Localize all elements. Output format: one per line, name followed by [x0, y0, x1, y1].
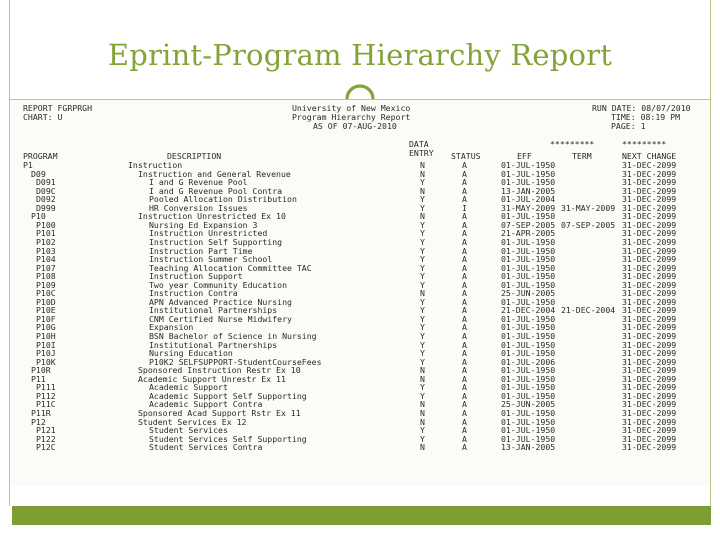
status: I — [462, 202, 467, 213]
program-description: Student Services — [149, 425, 228, 436]
eff-date: 31-MAY-2009 — [501, 202, 556, 213]
status: A — [462, 279, 467, 290]
table-row — [10, 170, 710, 179]
status: A — [462, 356, 467, 367]
program-code: P1 — [23, 160, 33, 170]
program-description: Two year Community Education — [149, 279, 288, 290]
data-entry: Y — [420, 425, 425, 436]
eff-date: 13-JAN-2005 — [501, 442, 556, 453]
eff-date: 01-JUL-1950 — [501, 322, 556, 333]
program-code: P111 — [36, 382, 56, 393]
data-entry: Y — [420, 313, 425, 324]
program-description: Institutional Partnerships — [149, 305, 278, 316]
next-change-date: 31-DEC-2099 — [622, 348, 677, 359]
status: A — [462, 185, 467, 196]
report-run-date: RUN DATE: 08/07/2010 — [592, 103, 691, 113]
data-entry: Y — [420, 271, 425, 282]
status: A — [462, 382, 467, 393]
data-entry: N — [420, 373, 425, 384]
next-change-date: 31-DEC-2099 — [622, 296, 677, 307]
status: A — [462, 245, 467, 256]
program-description: Instruction Self Supporting — [149, 236, 283, 247]
status: A — [462, 322, 467, 333]
next-change-date: 31-DEC-2099 — [622, 407, 677, 418]
eff-date: 01-JUL-1950 — [501, 262, 556, 273]
program-description: CNM Certified Nurse Midwifery — [149, 313, 292, 324]
data-entry: Y — [420, 279, 425, 290]
table-row — [10, 161, 710, 170]
status: A — [462, 416, 467, 427]
eff-date: 01-JUL-1950 — [501, 296, 556, 307]
program-code: P12 — [31, 416, 46, 427]
report-name: Program Hierarchy Report — [292, 112, 411, 122]
data-entry: Y — [420, 339, 425, 350]
program-description: Instruction Part Time — [149, 245, 253, 256]
data-entry: N — [420, 416, 425, 427]
report-chart: CHART: U — [23, 112, 63, 122]
status: A — [462, 433, 467, 444]
eff-date: 01-JUL-1950 — [501, 382, 556, 393]
status: A — [462, 313, 467, 324]
col-data: DATA — [409, 139, 429, 149]
status: A — [462, 425, 467, 436]
data-entry: Y — [420, 331, 425, 341]
data-entry: Y — [420, 202, 425, 213]
data-entry: N — [420, 407, 425, 418]
eff-date: 01-JUL-1950 — [501, 390, 556, 401]
status: A — [462, 168, 467, 179]
status: A — [462, 211, 467, 222]
data-entry: Y — [420, 228, 425, 239]
report-id: REPORT FGRPRGH — [23, 103, 93, 113]
data-entry: Y — [420, 262, 425, 273]
program-code: P11C — [36, 399, 56, 410]
table-row — [10, 443, 710, 452]
table-row — [10, 418, 710, 427]
eff-date: 01-JUL-2004 — [501, 194, 556, 205]
status: A — [462, 228, 467, 239]
program-code: P100 — [36, 219, 56, 230]
eff-date: 01-JUL-1950 — [501, 168, 556, 179]
eff-date: 01-JUL-1950 — [501, 433, 556, 444]
program-code: P12C — [36, 442, 56, 453]
table-row — [10, 238, 710, 247]
program-description: Instruction Support — [149, 271, 243, 282]
program-code: P10C — [36, 288, 56, 299]
status: A — [462, 296, 467, 307]
status: A — [462, 348, 467, 359]
next-change-date: 31-DEC-2099 — [622, 365, 677, 376]
eff-date: 01-JUL-1950 — [501, 348, 556, 359]
program-description: Academic Support Contra — [149, 399, 263, 410]
table-row — [10, 221, 710, 230]
table-row — [10, 272, 710, 281]
col-program: PROGRAM — [23, 151, 58, 161]
data-entry: N — [420, 160, 425, 170]
eff-date: 01-JUL-1950 — [501, 177, 556, 188]
program-code: P10I — [36, 339, 56, 350]
status: A — [462, 194, 467, 205]
table-row — [10, 358, 710, 367]
eff-date: 07-SEP-2005 — [501, 219, 556, 230]
table-row — [10, 426, 710, 435]
program-code: P10D — [36, 296, 56, 307]
term-date: 21-DEC-2004 — [561, 305, 616, 316]
report-time: TIME: 08:19 PM — [611, 112, 681, 122]
program-description: APN Advanced Practice Nursing — [149, 296, 292, 307]
eff-date: 01-JUL-1950 — [501, 279, 556, 290]
col-entry: ENTRY — [409, 147, 434, 158]
table-row — [10, 204, 710, 213]
data-entry: Y — [420, 390, 425, 401]
program-code: P122 — [36, 433, 56, 444]
program-code: P10H — [36, 331, 56, 341]
eff-date: 01-JUL-2006 — [501, 356, 556, 367]
program-code: D09C — [36, 185, 56, 196]
status: A — [462, 407, 467, 418]
program-code: P104 — [36, 254, 56, 265]
table-row — [10, 178, 710, 187]
table-row — [10, 247, 710, 256]
status: A — [462, 236, 467, 247]
next-change-date: 31-DEC-2099 — [622, 279, 677, 290]
eff-date: 01-JUL-1950 — [501, 407, 556, 418]
col-stars-2: ********* — [622, 139, 667, 149]
table-row — [10, 383, 710, 392]
program-code: P10E — [36, 305, 56, 316]
program-description: Teaching Allocation Committee TAC — [149, 262, 312, 273]
program-code: D091 — [36, 177, 56, 188]
next-change-date: 31-DEC-2099 — [622, 219, 677, 230]
program-description: I and G Revenue Pool — [149, 177, 248, 188]
status: A — [462, 331, 467, 341]
next-change-date: 31-DEC-2099 — [622, 177, 677, 188]
table-row — [10, 264, 710, 273]
next-change-date: 31-DEC-2099 — [622, 425, 677, 436]
next-change-date: 31-DEC-2099 — [622, 305, 677, 316]
status: A — [462, 160, 467, 170]
eff-date: 21-DEC-2004 — [501, 305, 556, 316]
program-description: Academic Support Unrestr Ex 11 — [138, 373, 286, 384]
status: A — [462, 399, 467, 410]
report-scan — [10, 100, 710, 486]
program-code: P11 — [31, 373, 46, 384]
data-entry: Y — [420, 194, 425, 205]
col-next-change: NEXT CHANGE — [622, 151, 677, 161]
col-status: STATUS — [451, 151, 481, 161]
data-entry: Y — [420, 236, 425, 247]
eff-date: 13-JAN-2005 — [501, 185, 556, 196]
table-row — [10, 435, 710, 444]
program-description: Nursing Ed Expansion 3 — [149, 219, 258, 230]
next-change-date: 31-DEC-2099 — [622, 211, 677, 222]
next-change-date: 31-DEC-2099 — [622, 271, 677, 282]
program-code: P108 — [36, 271, 56, 282]
next-change-date: 31-DEC-2099 — [622, 168, 677, 179]
next-change-date: 31-DEC-2099 — [622, 399, 677, 410]
program-code: P103 — [36, 245, 56, 256]
program-description: Sponsored Acad Support Rstr Ex 11 — [138, 407, 301, 418]
data-entry: N — [420, 288, 425, 299]
next-change-date: 31-DEC-2099 — [622, 382, 677, 393]
program-description: P10K2 SELFSUPPORT-StudentCourseFees — [149, 356, 322, 367]
program-description: Instruction and General Revenue — [138, 168, 291, 179]
table-row — [10, 366, 710, 375]
eff-date: 01-JUL-1950 — [501, 339, 556, 350]
program-description: Instruction Unrestricted Ex 10 — [138, 211, 286, 222]
table-row — [10, 392, 710, 401]
program-description: Expansion — [149, 322, 194, 333]
next-change-date: 31-DEC-2099 — [622, 236, 677, 247]
data-entry: N — [420, 168, 425, 179]
eff-date: 01-JUL-1950 — [501, 271, 556, 282]
data-entry: Y — [420, 382, 425, 393]
program-code: D999 — [36, 202, 56, 213]
program-description: Nursing Education — [149, 348, 233, 359]
table-row — [10, 315, 710, 324]
table-row — [10, 289, 710, 298]
data-entry: Y — [420, 433, 425, 444]
eff-date: 01-JUL-1950 — [501, 254, 556, 265]
program-code: P10G — [36, 322, 56, 333]
eff-date: 01-JUL-1950 — [501, 313, 556, 324]
program-code: P10J — [36, 348, 56, 359]
eff-date: 21-APR-2005 — [501, 228, 556, 239]
eff-date: 01-JUL-1950 — [501, 160, 556, 170]
program-description: Sponsored Instruction Restr Ex 10 — [138, 365, 301, 376]
status: A — [462, 288, 467, 299]
table-row — [10, 332, 710, 341]
next-change-date: 31-DEC-2099 — [622, 322, 677, 333]
term-date: 31-MAY-2009 — [561, 202, 616, 213]
program-description: Student Services Contra — [149, 442, 263, 453]
status: A — [462, 254, 467, 265]
next-change-date: 31-DEC-2099 — [622, 228, 677, 239]
next-change-date: 31-DEC-2099 — [622, 416, 677, 427]
program-description: Instruction — [128, 160, 183, 170]
program-description: BSN Bachelor of Science in Nursing — [149, 331, 317, 341]
report-institution: University of New Mexico — [292, 103, 411, 113]
program-description: Instruction Summer School — [149, 254, 273, 265]
table-row — [10, 187, 710, 196]
next-change-date: 31-DEC-2099 — [622, 313, 677, 324]
table-row — [10, 375, 710, 384]
next-change-date: 31-DEC-2099 — [622, 373, 677, 384]
program-description: Institutional Partnerships — [149, 339, 278, 350]
program-description: HR Conversion Issues — [149, 202, 248, 213]
program-code: P10K — [36, 356, 56, 367]
status: A — [462, 442, 467, 453]
table-row — [10, 255, 710, 264]
program-code: D092 — [36, 194, 56, 205]
next-change-date: 31-DEC-2099 — [622, 202, 677, 213]
col-description: DESCRIPTION — [167, 151, 222, 161]
next-change-date: 31-DEC-2099 — [622, 288, 677, 299]
status: A — [462, 271, 467, 282]
data-entry: Y — [420, 305, 425, 316]
status: A — [462, 305, 467, 316]
next-change-date: 31-DEC-2099 — [622, 254, 677, 265]
status: A — [462, 365, 467, 376]
next-change-date: 31-DEC-2099 — [622, 185, 677, 196]
term-date: 07-SEP-2005 — [561, 219, 616, 230]
program-code: P121 — [36, 425, 56, 436]
next-change-date: 31-DEC-2099 — [622, 433, 677, 444]
eff-date: 01-JUL-1950 — [501, 236, 556, 247]
program-code: P112 — [36, 390, 56, 401]
eff-date: 01-JUL-1950 — [501, 365, 556, 376]
program-description: Instruction Contra — [149, 288, 238, 299]
status: A — [462, 373, 467, 384]
next-change-date: 31-DEC-2099 — [622, 356, 677, 367]
program-description: Pooled Allocation Distribution — [149, 194, 297, 205]
slide-title: Eprint-Program Hierarchy Report — [107, 38, 613, 72]
table-row — [10, 229, 710, 238]
next-change-date: 31-DEC-2099 — [622, 339, 677, 350]
next-change-date: 31-DEC-2099 — [622, 262, 677, 273]
col-term: TERM — [572, 151, 592, 161]
eff-date: 01-JUL-1950 — [501, 416, 556, 427]
program-code: P109 — [36, 279, 56, 290]
program-description: Academic Support Self Supporting — [149, 390, 307, 401]
next-change-date: 31-DEC-2099 — [622, 331, 677, 341]
table-row — [10, 323, 710, 332]
program-description: Student Services Self Supporting — [149, 433, 307, 444]
data-entry: Y — [420, 356, 425, 367]
program-code: P102 — [36, 236, 56, 247]
report-as-of: AS OF 07-AUG-2010 — [313, 121, 397, 131]
col-stars-1: ********* — [550, 139, 595, 149]
eff-date: 25-JUN-2005 — [501, 399, 556, 410]
next-change-date: 31-DEC-2099 — [622, 390, 677, 401]
next-change-date: 31-DEC-2099 — [622, 194, 677, 205]
status: A — [462, 339, 467, 350]
eff-date: 01-JUL-1950 — [501, 331, 556, 341]
report-page: PAGE: 1 — [611, 121, 646, 131]
table-row — [10, 400, 710, 409]
program-code: P11R — [31, 407, 51, 418]
table-row — [10, 349, 710, 358]
program-description: Academic Support — [149, 382, 228, 393]
data-entry: Y — [420, 348, 425, 359]
table-row — [10, 341, 710, 350]
next-change-date: 31-DEC-2099 — [622, 245, 677, 256]
data-entry: N — [420, 399, 425, 410]
program-description: Instruction Unrestricted — [149, 228, 268, 239]
eff-date: 01-JUL-1950 — [501, 245, 556, 256]
data-entry: N — [420, 442, 425, 453]
data-entry: Y — [420, 245, 425, 256]
program-code: P107 — [36, 262, 56, 273]
data-entry: Y — [420, 322, 425, 333]
data-entry: Y — [420, 254, 425, 265]
eff-date: 01-JUL-1950 — [501, 373, 556, 384]
data-entry: N — [420, 365, 425, 376]
status: A — [462, 177, 467, 188]
status: A — [462, 390, 467, 401]
data-entry: N — [420, 211, 425, 222]
table-row — [10, 281, 710, 290]
table-row — [10, 306, 710, 315]
table-row — [10, 409, 710, 418]
data-entry: Y — [420, 177, 425, 188]
program-description: I and G Revenue Pool Contra — [149, 185, 283, 196]
data-entry: N — [420, 185, 425, 196]
next-change-date: 31-DEC-2099 — [622, 442, 677, 453]
program-code: P101 — [36, 228, 56, 239]
eff-date: 01-JUL-1950 — [501, 425, 556, 436]
status: A — [462, 219, 467, 230]
data-entry: Y — [420, 296, 425, 307]
next-change-date: 31-DEC-2099 — [622, 160, 677, 170]
program-code: P10R — [31, 365, 51, 376]
program-code: D09 — [31, 168, 46, 179]
footer-bar — [12, 506, 711, 525]
program-code: P10F — [36, 313, 56, 324]
data-entry: Y — [420, 219, 425, 230]
eff-date: 01-JUL-1950 — [501, 211, 556, 222]
col-eff: EFF — [517, 151, 532, 161]
eff-date: 25-JUN-2005 — [501, 288, 556, 299]
program-code: P10 — [31, 211, 46, 222]
slide-frame-right — [710, 0, 711, 506]
program-description: Student Services Ex 12 — [138, 416, 247, 427]
status: A — [462, 262, 467, 273]
